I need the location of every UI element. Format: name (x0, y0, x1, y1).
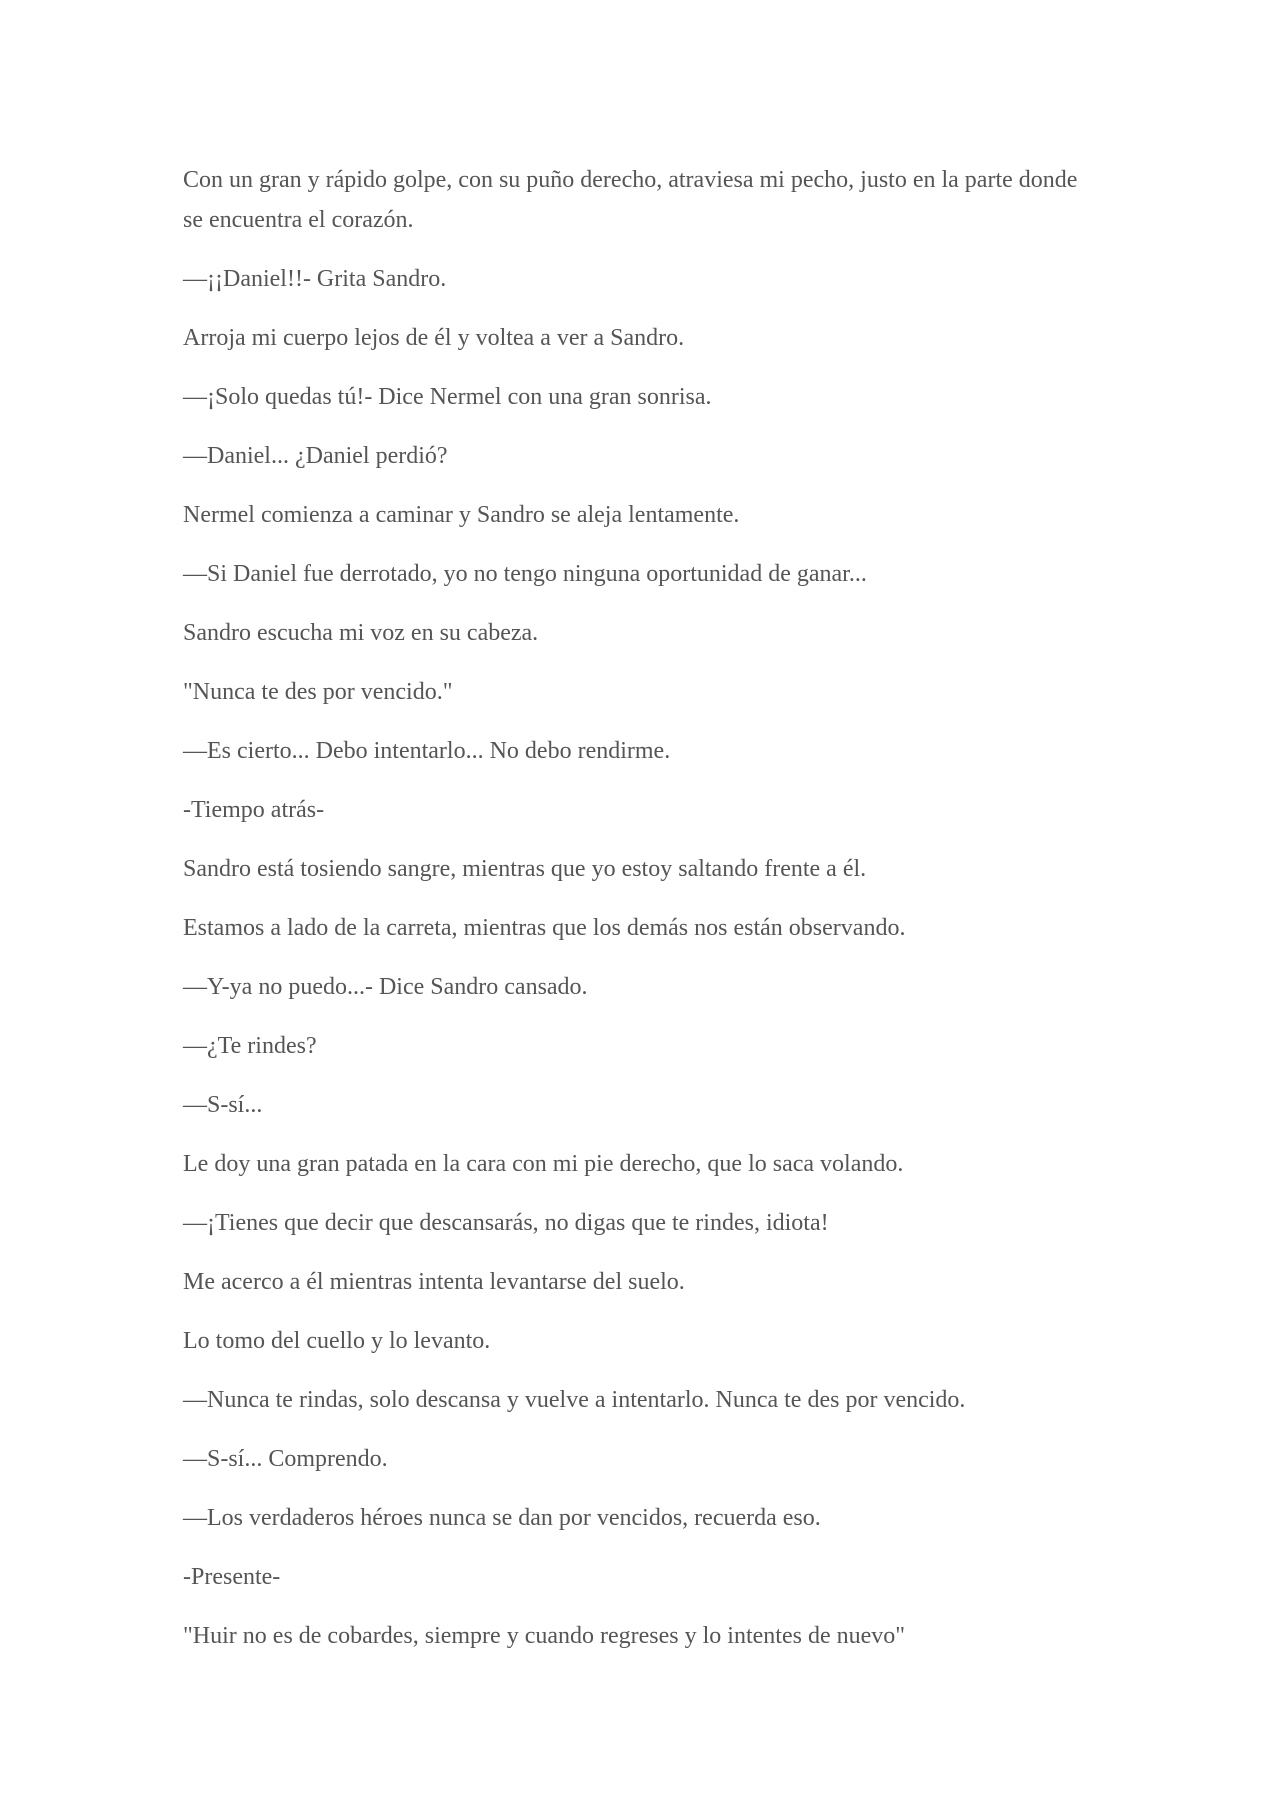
paragraph: Nermel comienza a caminar y Sandro se aleja lentamente. (183, 502, 740, 528)
paragraph: Sandro está tosiendo sangre, mientras que yo estoy saltando frente a él. (183, 856, 867, 882)
paragraph: —¡¡Daniel!!- Grita Sandro. (183, 266, 447, 292)
paragraph: "Huir no es de cobardes, siempre y cuando regreses y lo intentes de nuevo" (183, 1623, 906, 1649)
paragraph: Sandro escucha mi voz en su cabeza. (183, 620, 539, 646)
paragraph: Con un gran y rápido golpe, con su puño derecho, atraviesa mi pecho, justo en la parte donde se encuentra el corazón. (183, 167, 1078, 233)
paragraph: —¿Te rindes? (183, 1033, 317, 1059)
paragraph: —Si Daniel fue derrotado, yo no tengo ninguna oportunidad de ganar... (183, 561, 867, 587)
paragraph: Le doy una gran patada en la cara con mi pie derecho, que lo saca volando. (183, 1151, 904, 1177)
document-body (183, 160, 1103, 1675)
paragraph: —Es cierto... Debo intentarlo... No debo rendirme. (183, 738, 671, 764)
paragraph: —¡Solo quedas tú!- Dice Nermel con una gran sonrisa. (183, 384, 712, 410)
paragraph: —S-sí... (183, 1092, 263, 1118)
paragraph: Lo tomo del cuello y lo levanto. (183, 1328, 491, 1354)
paragraph: "Nunca te des por vencido." (183, 679, 453, 705)
paragraph: —Daniel... ¿Daniel perdió? (183, 443, 448, 469)
paragraph: Me acerco a él mientras intenta levantarse del suelo. (183, 1269, 685, 1295)
paragraph: -Presente- (183, 1564, 281, 1590)
paragraph: —S-sí... Comprendo. (183, 1446, 388, 1472)
paragraph: —Y-ya no puedo...- Dice Sandro cansado. (183, 974, 588, 1000)
paragraph: -Tiempo atrás- (183, 797, 325, 823)
paragraph: Arroja mi cuerpo lejos de él y voltea a ver a Sandro. (183, 325, 685, 351)
paragraph: —Nunca te rindas, solo descansa y vuelve a intentarlo. Nunca te des por vencido. (183, 1387, 966, 1413)
paragraph: Estamos a lado de la carreta, mientras que los demás nos están observando. (183, 915, 906, 941)
paragraph: —¡Tienes que decir que descansarás, no digas que te rindes, idiota! (183, 1210, 829, 1236)
paragraph: —Los verdaderos héroes nunca se dan por vencidos, recuerda eso. (183, 1505, 821, 1531)
